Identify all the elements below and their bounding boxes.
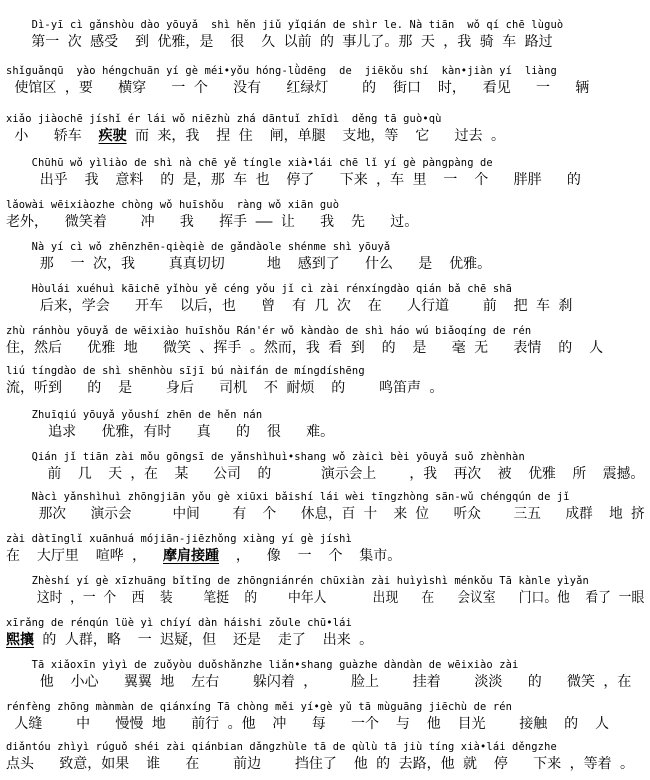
hanzi-row	[6, 630, 373, 650]
hanzi-row	[6, 714, 609, 734]
hanzi-text: 后来，学会 开车 以后，也 曾 有 几 次 在 人行道 前 把 车 刹	[6, 298, 573, 314]
hanzi-text: 追求 优雅，有时 真 的 很 难。	[6, 424, 335, 440]
hanzi-text: 老外， 微笑着 冲 我 挥手 —— 让 我 先 过。	[6, 214, 419, 230]
text-line	[0, 658, 650, 698]
hanzi-row	[6, 126, 505, 146]
text-line	[0, 616, 650, 656]
highlighted-word: 摩肩接踵	[163, 548, 220, 564]
hanzi-text: 使馆区 ，要 横穿 一 个 没有 红绿灯 的 街口 时， 看见 一 辆	[6, 80, 590, 96]
pinyin-row: lǎowài wēixiàozhe chòng wǒ huīshǒu ràng wǒ xiān guò	[6, 199, 340, 211]
hanzi-text-tail: 而 来，我 捏 住 闸，单腿 支地，等 它 过去 。	[126, 128, 506, 144]
hanzi-text-tail: 的 人群，略 一 迟疑，但 还是 走了 出来 。	[34, 632, 374, 648]
hanzi-row	[6, 378, 443, 398]
hanzi-text: 他 小心 翼翼 地 左右 躲闪着 ， 脸上 挂着 淡淡 的 微笑 ，在	[6, 674, 632, 690]
text-line	[0, 364, 650, 404]
text-line	[0, 156, 650, 196]
hanzi-text: 在 大厅里 喧哗 ，	[6, 548, 164, 564]
pinyin-row: Qián jǐ tiān zài mǒu gōngsī de yǎnshìhuì•shang wǒ zàicì bèi yōuyǎ suǒ zhènhàn	[6, 451, 525, 463]
pinyin-row: Nàcì yǎnshìhuì zhōngjiān yǒu gè xiūxi bǎishí lái wèi tīngzhòng sān-wǔ chéngqún de jǐ	[6, 491, 570, 503]
text-line	[0, 700, 650, 740]
hanzi-row	[6, 254, 491, 274]
hanzi-text: 人缝 中 慢慢 地 前行 。他 冲 每 一个 与 他 目光 接触 的 人	[6, 716, 610, 732]
hanzi-row	[6, 588, 644, 608]
hanzi-text: 第一 次 感受 到 优雅，是 很 久 以前 的 事儿了。那 天 ，我 骑 车 路过	[6, 34, 553, 50]
hanzi-row	[6, 422, 334, 442]
pinyin-row: rénfèng zhōng mànmàn de qiánxíng Tā chòng měi yí•gè yǔ tā mùguāng jiēchù de rén	[6, 701, 513, 713]
hanzi-text: 出乎 我 意料 的 是，那 车 也 停了 下来 ，车 里 一 个 胖胖 的	[6, 172, 581, 188]
pinyin-row: Nà yí cì wǒ zhēnzhēn-qièqiè de gǎndàole shénme shì yōuyǎ	[6, 241, 391, 253]
pinyin-row: xīrǎng de rénqún lüè yì chíyí dàn háishi zǒule chū•lái	[6, 617, 352, 629]
text-line	[0, 198, 650, 238]
text-line	[0, 282, 650, 322]
hanzi-row	[6, 504, 645, 524]
pinyin-row: Zhèshí yí gè xīzhuāng bǐtǐng de zhōngniánrén chūxiàn zài huìyìshì ménkǒu Tā kànle yìyǎn	[6, 575, 589, 587]
hanzi-text: 流，听到 的 是 身后 司机 不 耐烦 的 鸣笛声 。	[6, 380, 444, 396]
hanzi-text-tail: ， 像 一 个 集市。	[219, 548, 402, 564]
text-line	[0, 112, 650, 152]
pinyin-row: zài dàtīnglǐ xuānhuá mójiān-jiēzhǒng xiàng yí gè jíshì	[6, 533, 352, 545]
text-line	[0, 64, 650, 104]
highlighted-word: 熙攘	[6, 632, 34, 648]
text-line	[0, 740, 650, 780]
pinyin-row: zhù ránhòu yōuyǎ de wēixiào huīshǒu Rán'ér wǒ kàndào de shì háo wú biǎoqíng de rén	[6, 325, 532, 337]
hanzi-row	[6, 464, 644, 484]
pinyin-row: Hòulái xuéhuì kāichē yǐhòu yě céng yǒu jǐ cì zài rénxíngdào qián bǎ chē shā	[6, 283, 513, 295]
hanzi-text: 那次 演示会 中间 有 个 休息，百 十 来 位 听众 三五 成群 地 挤	[6, 506, 645, 522]
text-line	[0, 408, 650, 448]
text-line	[0, 490, 650, 530]
hanzi-row	[6, 546, 401, 566]
hanzi-row	[6, 296, 572, 316]
text-line	[0, 240, 650, 280]
text-line	[0, 574, 650, 614]
pinyin-row: diǎntóu zhìyì rúguǒ shéi zài qiánbian dǎngzhùle tā de qùlù tā jiù tíng xià•lái děngzhe	[6, 741, 557, 753]
hanzi-row	[6, 212, 418, 232]
pinyin-row: shǐguǎnqū yào héngchuān yí gè méi•yǒu hóng-lǜdēng de jiēkǒu shí kàn•jiàn yí liàng	[6, 65, 557, 77]
hanzi-text: 住，然后 优雅 地 微笑 、挥手 。然而，我 看 到 的 是 毫 无 表情 的 人	[6, 340, 604, 356]
hanzi-text: 这时 ，一 个 西 装 笔挺 的 中年人 出现 在 会议室 门口。他 看了 一眼	[6, 590, 645, 606]
hanzi-row	[6, 170, 581, 190]
hanzi-row	[6, 338, 603, 358]
hanzi-row	[6, 78, 589, 98]
hanzi-text: 点头 致意，如果 谁 在 前边 挡住了 他 的 去路，他 就 停 下来 ，等着 。	[6, 756, 635, 772]
text-line	[0, 324, 650, 364]
pinyin-row: liú tíngdào de shì shēnhòu sījī bú nàifán de míngdíshēng	[6, 365, 365, 377]
text-line	[0, 18, 650, 58]
hanzi-row	[6, 754, 634, 774]
pinyin-row: Tā xiǎoxīn yìyì de zuǒyòu duǒshǎnzhe liǎn•shang guàzhe dàndàn de wēixiào zài	[6, 659, 519, 671]
hanzi-row	[6, 672, 631, 692]
pinyin-row: Zhuīqiú yōuyǎ yǒushí zhēn de hěn nán	[6, 409, 263, 421]
text-line	[0, 450, 650, 490]
hanzi-row	[6, 32, 553, 52]
highlighted-word: 疾驶	[98, 128, 127, 144]
text-line	[0, 532, 650, 572]
pinyin-row: Chūhū wǒ yìliào de shì nà chē yě tíngle xià•lái chē lǐ yí gè pàngpàng de	[6, 157, 493, 169]
pinyin-row: xiǎo jiàochē jíshǐ ér lái wǒ niēzhù zhá dāntuǐ zhīdì děng tā guò•qù	[6, 113, 442, 125]
hanzi-text: 前 几 天 ，在 某 公司 的 演示会上 ，我 再次 被 优雅 所 震撼。	[6, 466, 645, 482]
hanzi-text: 那 一 次，我 真真切切 地 感到了 什么 是 优雅。	[6, 256, 492, 272]
hanzi-text: 小 轿车	[6, 128, 99, 144]
pinyin-row: Dì-yī cì gǎnshòu dào yōuyǎ shì hěn jiǔ yǐqián de shìr le. Nà tiān wǒ qí chē lùguò	[6, 19, 564, 31]
